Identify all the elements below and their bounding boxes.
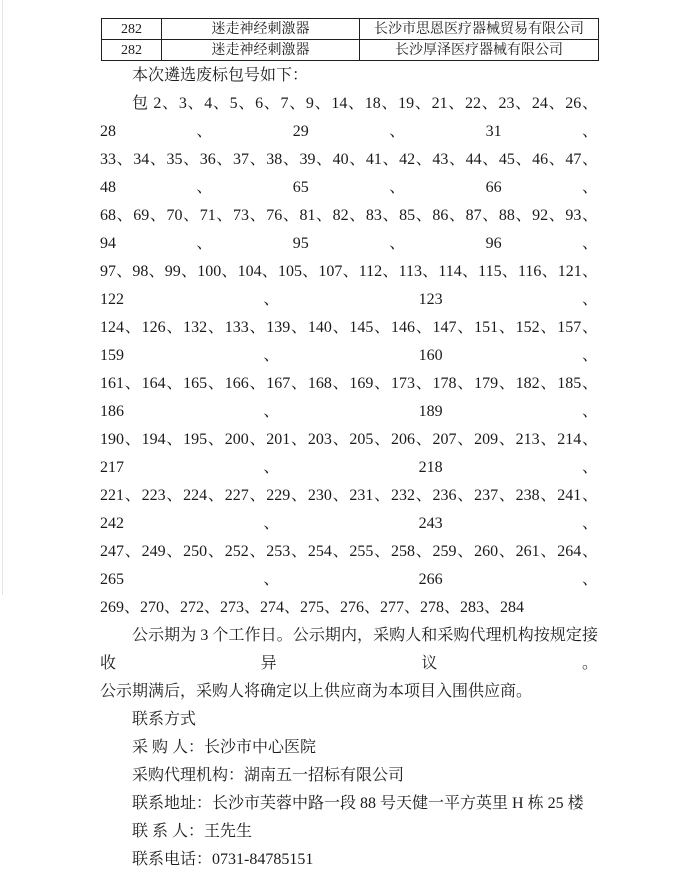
contact-value: 长沙市中心医院 <box>204 739 317 756</box>
supplier-table <box>101 18 599 61</box>
package-list-line: 124、126、132、133、139、140、145、146、147、151、152、157、159、160、 <box>100 319 598 364</box>
package-list-line: 247、249、250、252、253、254、255、258、259、260、261、264、265、266、 <box>100 543 598 588</box>
package-list-line: 221、223、224、227、229、230、231、232、236、237、238、241、242、243、 <box>100 487 598 532</box>
package-list-line: 68、69、70、71、73、76、81、82、83、85、86、87、88、92、93、94、95、96、 <box>100 207 598 252</box>
publicity-notice-line: 公示期为 3 个工作日。公示期内，采购人和采购代理机构按规定接收异议。 <box>100 627 598 672</box>
contact-label: 联系地址： <box>132 795 213 812</box>
table-row <box>102 19 599 40</box>
package-list-line: 269、270、272、273、274、275、276、277、278、283、284 <box>100 599 525 616</box>
announcement-body <box>100 62 598 874</box>
contact-value: 长沙市芙蓉中路一段 88 号天健一平方英里 H 栋 25 楼 <box>212 795 584 812</box>
item-name-cell: 迷走神经刺激器 <box>162 19 360 40</box>
package-list-line: 33、34、35、36、37、38、39、40、41、42、43、44、45、46、47、48、65、66、 <box>100 151 598 196</box>
package-list-line: 包 2、3、4、5、6、7、9、14、18、19、21、22、23、24、26、28、29、31、 <box>100 95 598 140</box>
contact-label: 联 系 人： <box>132 823 205 840</box>
contact-value: 湖南五一招标有限公司 <box>244 767 405 784</box>
item-name-cell: 迷走神经刺激器 <box>162 40 360 61</box>
package-list-line: 190、194、195、200、201、203、205、206、207、209、213、214、217、218、 <box>100 431 598 476</box>
supplier-name-cell: 长沙厚泽医疗器械有限公司 <box>360 40 599 61</box>
contact-label: 采 购 人： <box>132 739 205 756</box>
contact-value: 王先生 <box>204 823 253 840</box>
package-number-cell: 282 <box>102 40 162 61</box>
intro-line: 本次遴选废标包号如下： <box>132 67 309 84</box>
package-number-cell: 282 <box>102 19 162 40</box>
contact-label: 联系电话： <box>132 851 213 868</box>
contact-line-person <box>100 818 598 846</box>
package-list-line: 97、98、99、100、104、105、107、112、113、114、115、116、121、122、123、 <box>100 263 598 308</box>
contact-label: 采购代理机构： <box>132 767 245 784</box>
table-row <box>102 40 599 61</box>
contact-line-phone <box>100 846 598 874</box>
page-left-edge <box>2 0 3 595</box>
contact-line-agency <box>100 762 598 790</box>
contact-line-address <box>100 790 598 818</box>
supplier-name-cell: 长沙市思恩医疗器械贸易有限公司 <box>360 19 599 40</box>
publicity-notice-line: 公示期满后，采购人将确定以上供应商为本项目入围供应商。 <box>100 683 533 700</box>
contact-heading: 联系方式 <box>132 711 197 728</box>
contact-value: 0731-84785151 <box>212 851 314 868</box>
contact-line-purchaser <box>100 734 598 762</box>
package-list-line: 161、164、165、166、167、168、169、173、178、179、182、185、186、189、 <box>100 375 598 420</box>
